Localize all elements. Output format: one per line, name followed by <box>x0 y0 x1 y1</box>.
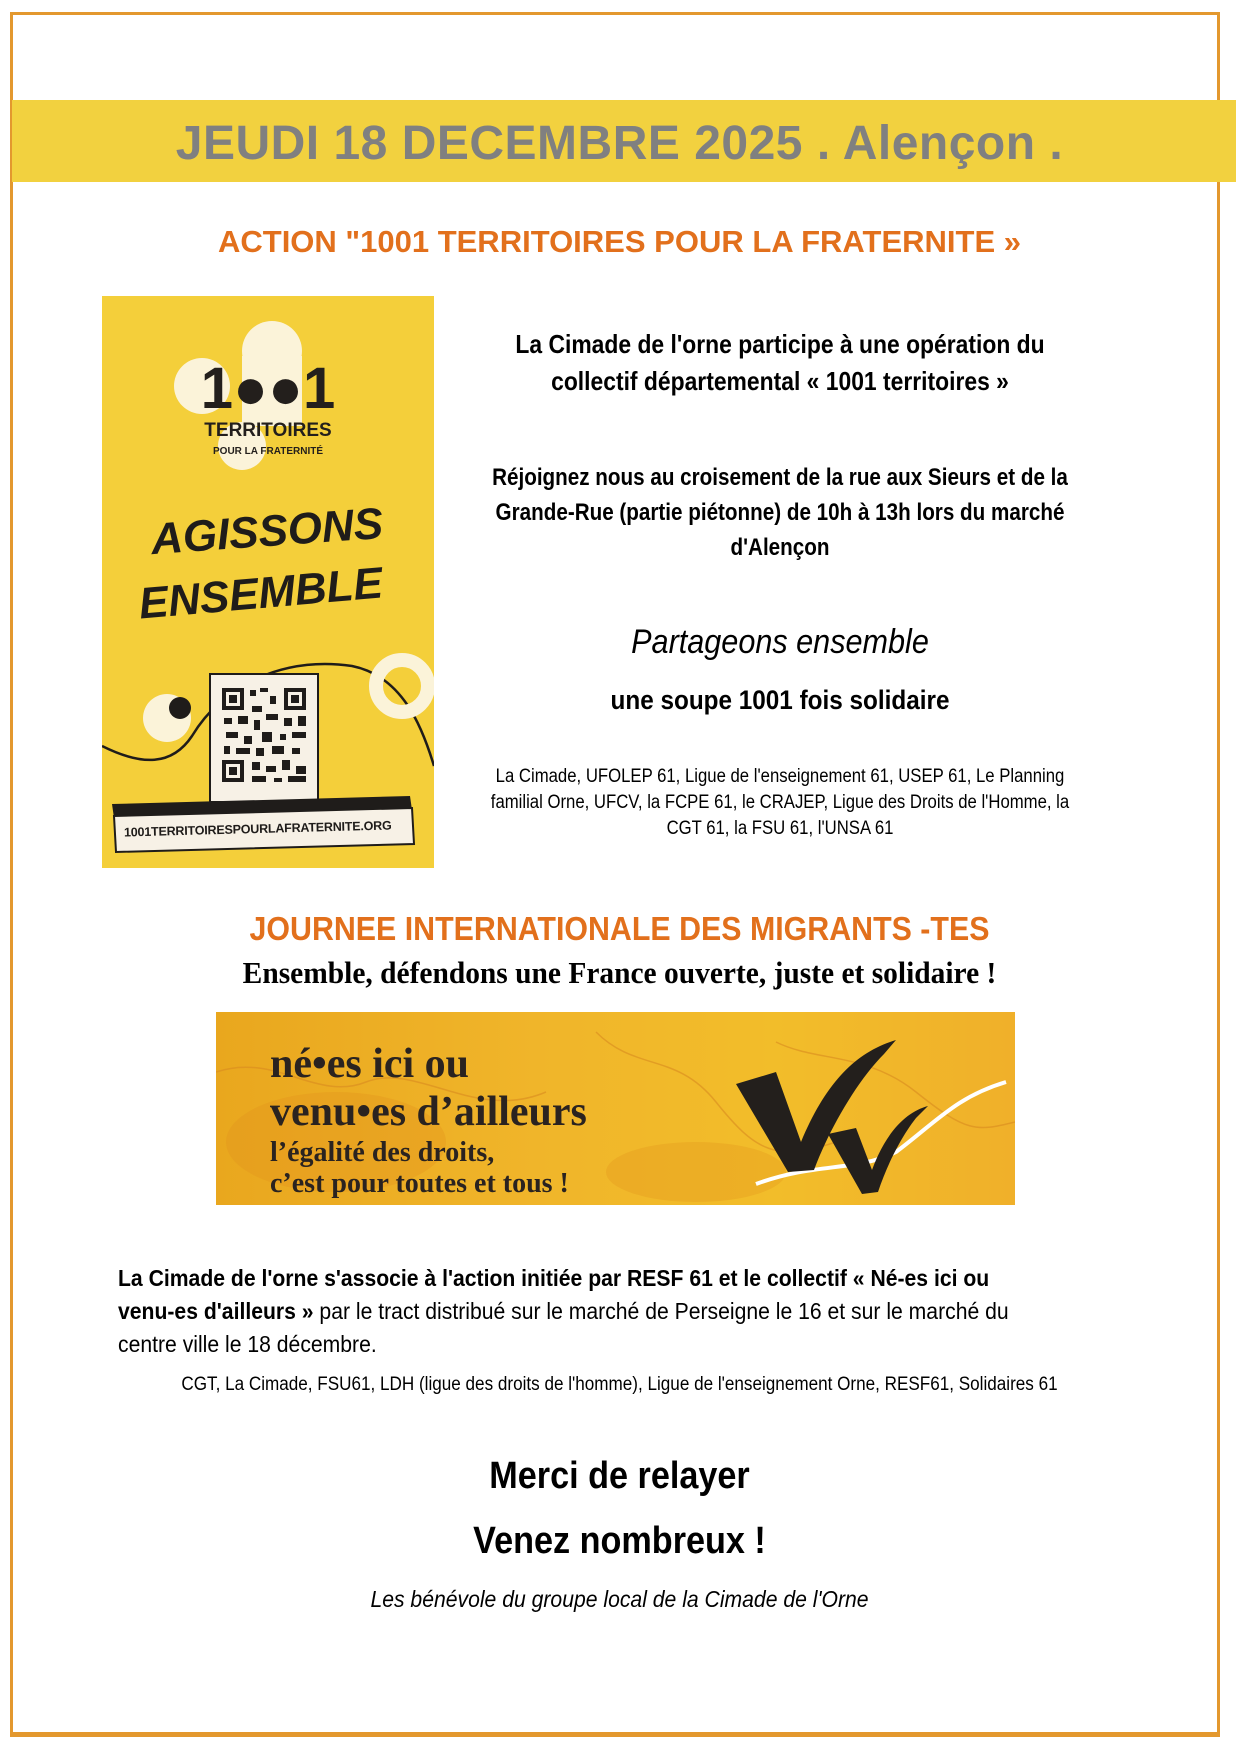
migrants-partners: CGT, La Cimade, FSU61, LDH (ligue des droits de l'homme), Ligue de l'enseignement Orne, RESF61, Solidaires 61 <box>181 1374 1058 1395</box>
poster-1001-territoires <box>102 296 434 868</box>
share-headline: Partageons ensemble <box>631 623 929 661</box>
svg-text:TERRITOIRES: TERRITOIRES <box>204 420 332 441</box>
meeting-text: Réjoignez nous au croisement de la rue aux Sieurs et de la Grande-Rue (partie piétonne) de 10h à 13h lors du marché d'Alençon <box>492 464 1068 561</box>
association-paragraph <box>118 1262 1047 1361</box>
svg-text:POUR LA FRATERNITÉ: POUR LA FRATERNITÉ <box>213 446 323 457</box>
svg-text:ENSEMBLE: ENSEMBLE <box>136 558 385 629</box>
share-subheadline: une soupe 1001 fois solidaire <box>610 685 950 715</box>
action-partners: La Cimade, UFOLEP 61, Ligue de l'enseignement 61, USEP 61, Le Planning familial Orne, UFCV, la FCPE 61, le CRAJEP, Ligue des Droits de l'Homme, la CGT 61, la FSU 61, l'UNSA 61 <box>490 766 1070 839</box>
migrants-subtitle: Ensemble, défendons une France ouverte, juste et solidaire ! <box>242 955 997 990</box>
association-bold: La Cimade de l'orne s'associe à l'action initiée par RESF 61 et le collectif « Né-es ici ou venu-es d'ailleurs » <box>118 1265 990 1324</box>
signature: Les bénévole du groupe local de la Cimade de l'Orne <box>370 1586 869 1612</box>
poster-url: 1001TERRITOIRESPOURLAFRATERNITE.ORG <box>123 818 392 840</box>
svg-text:AGISSONS: AGISSONS <box>149 498 385 565</box>
banner-line-3: l’égalité des droits, <box>270 1137 495 1168</box>
migrants-title: JOURNEE INTERNATIONALE DES MIGRANTS -TES <box>249 910 990 947</box>
relay-request: Merci de relayer <box>489 1455 750 1497</box>
poster-graphic <box>102 296 434 868</box>
date-title: JEUDI 18 DECEMBRE 2025 . Alençon . <box>175 117 1064 170</box>
banner-line-1: né•es ici ou <box>270 1041 470 1087</box>
logo-1001-icon: 1●●1 <box>200 356 336 421</box>
checkmark-small-icon <box>828 1106 928 1194</box>
banner-line-4: c’est pour toutes et tous ! <box>270 1168 569 1199</box>
banner-line-2: venu•es d’ailleurs <box>270 1089 587 1135</box>
call-to-attend: Venez nombreux ! <box>473 1520 766 1562</box>
association-rest: par le tract distribué sur le marché de Perseigne le 16 et sur le marché du centre ville le 18 décembre. <box>118 1298 1009 1357</box>
intro-text: La Cimade de l'orne participe à une opération du collectif départemental « 1001 territoires » <box>515 329 1045 396</box>
action-title: ACTION "1001 TERRITOIRES POUR LA FRATERNITE » <box>217 224 1021 259</box>
banner-nees-ici <box>216 1012 1015 1205</box>
